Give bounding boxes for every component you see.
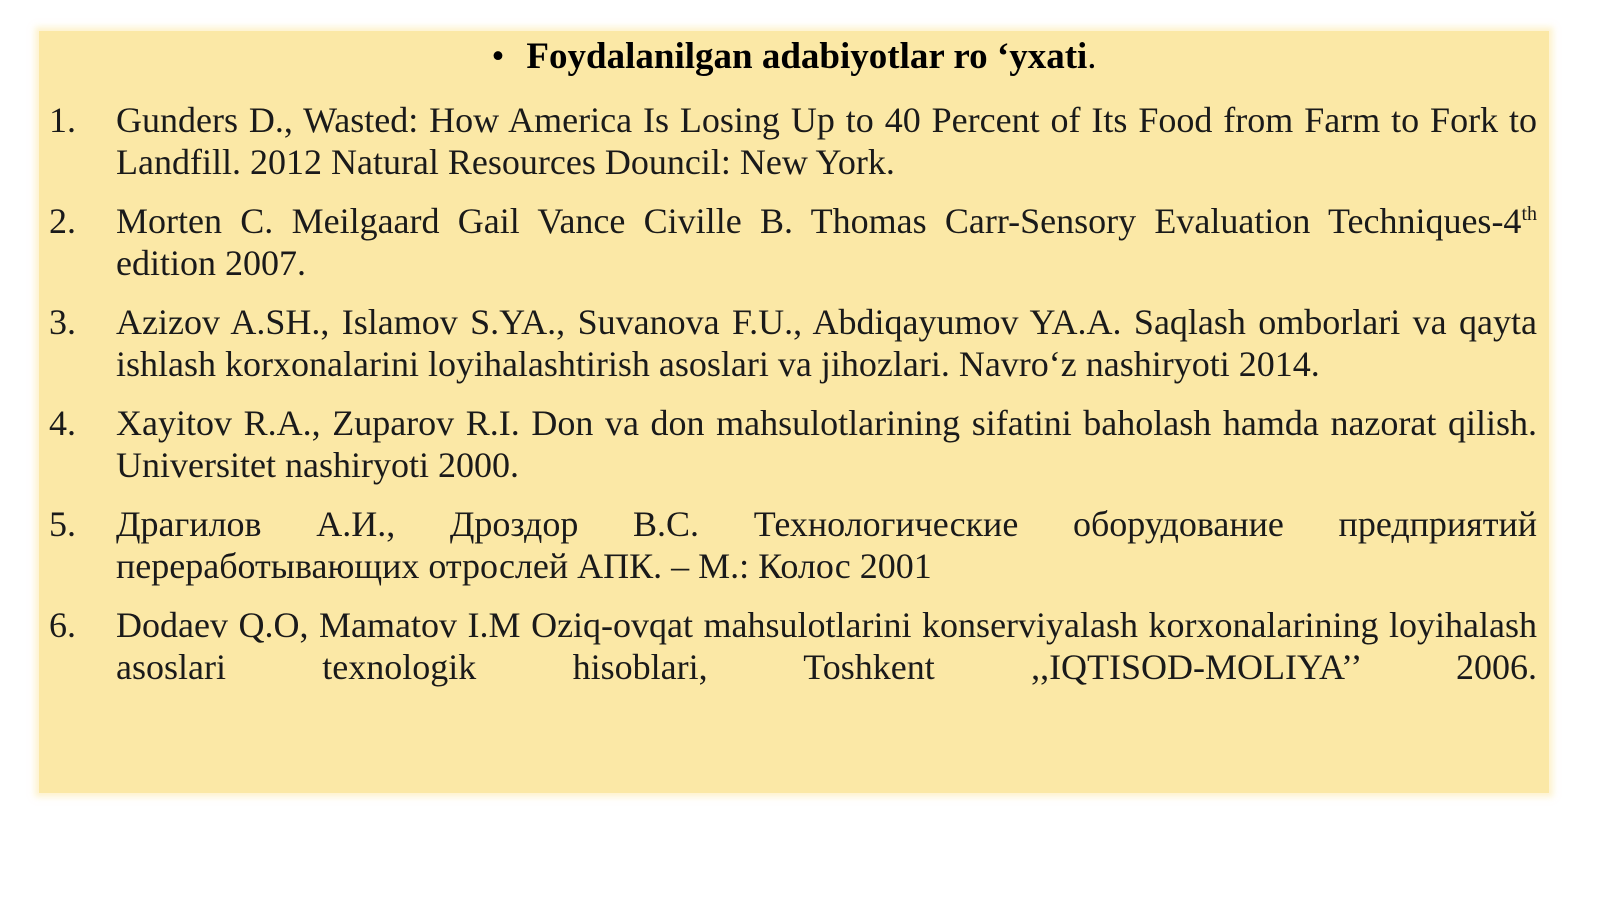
- reference-number: 6.: [49, 605, 76, 645]
- slide-heading: [39, 36, 1549, 78]
- heading-bullet: •: [491, 36, 505, 77]
- reference-number: 2.: [49, 201, 76, 241]
- reference-text: Драгилов А.И., Дроздор В.С. Технологические оборудование предприятий переработывающих отрослей АПК. – М.: Колос 2001: [116, 504, 1537, 586]
- reference-text: Morten C. Meilgaard Gail Vance Civille B. Thomas Carr-Sensory Evaluation Techniques-4: [116, 201, 1522, 241]
- reference-item-5: [39, 503, 1537, 587]
- slide-panel: [39, 31, 1549, 793]
- reference-text: Dodaev Q.O, Mamatov I.M Oziq-ovqat mahsulotlarini konserviyalash korxonalarining loyihalash asoslari texnologik hisoblari, Toshkent ,,IQTISOD-MOLIYA’’ 2006.: [116, 605, 1537, 687]
- reference-item-4: [39, 402, 1537, 486]
- reference-item-2: [39, 200, 1537, 284]
- reference-item-3: [39, 301, 1537, 385]
- reference-item-6: [39, 604, 1537, 688]
- heading-period: .: [1087, 36, 1097, 77]
- reference-text-tail: edition 2007.: [116, 243, 306, 283]
- reference-text: Gunders D., Wasted: How America Is Losing Up to 40 Percent of Its Food from Farm to Fork to Landfill. 2012 Natural Resources Douncil: New York.: [116, 100, 1537, 182]
- reference-text: Azizov A.SH., Islamov S.YA., Suvanova F.U., Abdiqayumov YA.A. Saqlash omborlari va qayta ishlash korxonalarini loyihalashtirish asoslari va jihozlari. Navro‘z nashiryoti 2014.: [116, 302, 1537, 384]
- reference-superscript: th: [1521, 203, 1537, 225]
- reference-number: 5.: [49, 504, 76, 544]
- reference-number: 1.: [49, 100, 76, 140]
- reference-number: 3.: [49, 302, 76, 342]
- reference-item-1: [39, 99, 1537, 183]
- reference-text: Xayitov R.A., Zuparov R.I. Don va don mahsulotlarining sifatini baholash hamda nazorat qilish. Universitet nashiryoti 2000.: [116, 403, 1537, 485]
- reference-number: 4.: [49, 403, 76, 443]
- references-list: [39, 99, 1537, 705]
- heading-title: Foydalanilgan adabiyotlar ro ‘yxati: [526, 36, 1088, 77]
